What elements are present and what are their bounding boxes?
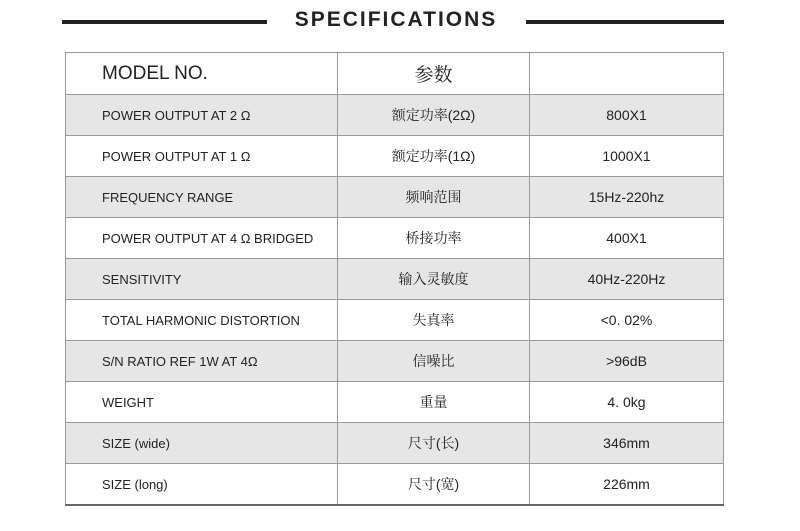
section-header	[0, 0, 800, 46]
spec-label-cn: 桥接功率	[338, 218, 530, 259]
spec-label-cn: 重量	[338, 382, 530, 423]
spec-label: SIZE (wide)	[66, 423, 338, 464]
spec-label: SENSITIVITY	[66, 259, 338, 300]
spec-label: POWER OUTPUT AT 2 Ω	[66, 95, 338, 136]
specifications-table	[65, 52, 724, 506]
spec-value: 346mm	[530, 423, 724, 464]
spec-value: 226mm	[530, 464, 724, 506]
header-rule-left	[62, 20, 267, 24]
spec-label: WEIGHT	[66, 382, 338, 423]
spec-value: 400X1	[530, 218, 724, 259]
table-row	[66, 95, 724, 136]
spec-label-cn: 额定功率(2Ω)	[338, 95, 530, 136]
table-row	[66, 259, 724, 300]
table-row	[66, 136, 724, 177]
table-row	[66, 341, 724, 382]
spec-value: 4. 0kg	[530, 382, 724, 423]
header-value	[530, 53, 724, 95]
table-row	[66, 464, 724, 506]
header-model-no: MODEL NO.	[66, 53, 338, 95]
spec-label-cn: 失真率	[338, 300, 530, 341]
header-params: 参数	[338, 53, 530, 95]
spec-label: FREQUENCY RANGE	[66, 177, 338, 218]
spec-label-cn: 信噪比	[338, 341, 530, 382]
table-row	[66, 218, 724, 259]
table-header-row	[66, 53, 724, 95]
table-row	[66, 423, 724, 464]
spec-label: POWER OUTPUT AT 1 Ω	[66, 136, 338, 177]
header-rule-right	[526, 20, 724, 24]
page-title: SPECIFICATIONS	[294, 8, 498, 31]
spec-label: SIZE (long)	[66, 464, 338, 506]
table-row	[66, 300, 724, 341]
spec-label-cn: 频响范围	[338, 177, 530, 218]
spec-value: 15Hz-220hz	[530, 177, 724, 218]
spec-label-cn: 输入灵敏度	[338, 259, 530, 300]
spec-label: S/N RATIO REF 1W AT 4Ω	[66, 341, 338, 382]
spec-label: POWER OUTPUT AT 4 Ω BRIDGED	[66, 218, 338, 259]
spec-label: TOTAL HARMONIC DISTORTION	[66, 300, 338, 341]
spec-value: 1000X1	[530, 136, 724, 177]
spec-value: <0. 02%	[530, 300, 724, 341]
table-row	[66, 382, 724, 423]
table-row	[66, 177, 724, 218]
spec-value: >96dB	[530, 341, 724, 382]
spec-value: 800X1	[530, 95, 724, 136]
spec-label-cn: 尺寸(宽)	[338, 464, 530, 506]
spec-label-cn: 额定功率(1Ω)	[338, 136, 530, 177]
spec-label-cn: 尺寸(长)	[338, 423, 530, 464]
spec-value: 40Hz-220Hz	[530, 259, 724, 300]
